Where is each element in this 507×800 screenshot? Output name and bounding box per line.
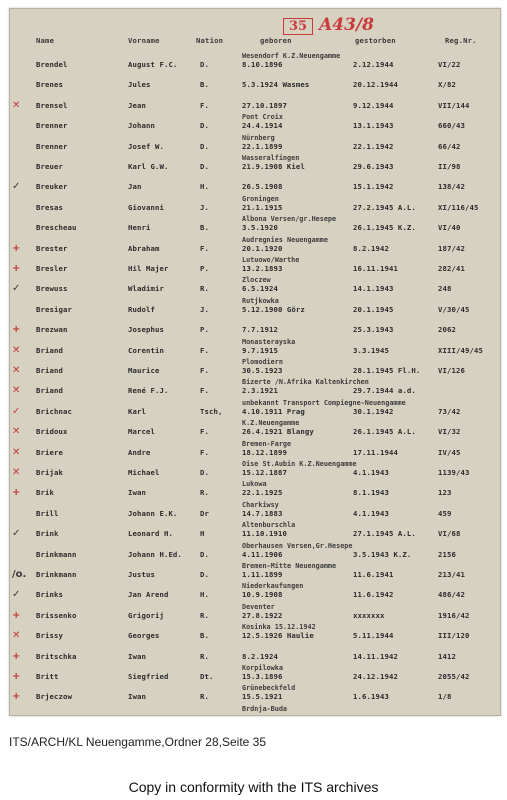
cell-regnr: X/82 — [438, 80, 456, 90]
cell-regnr: 1139/43 — [438, 468, 470, 477]
cell-gestorben: 11.6.1941 — [353, 570, 394, 579]
annotation-mark: + — [12, 242, 21, 254]
cell-geboren: 7.7.1912 — [242, 325, 278, 335]
cell-name: Bresler — [36, 264, 68, 273]
birthplace-deathplace-note: Audregnies Neuengamme — [242, 235, 328, 244]
cell-vorname: Johann E.K. — [128, 508, 178, 518]
cell-geboren: 13.2.1893 — [242, 264, 283, 273]
annotation-mark: ✕ — [12, 446, 21, 458]
birthplace-deathplace-note: Zloczew — [242, 276, 271, 285]
cell-gestorben: 28.1.1945 Fl.H. — [353, 366, 421, 375]
cell-vorname: Marcel — [128, 427, 155, 437]
birthplace-deathplace-note: Bremen-Mitte Neuengamme — [242, 562, 337, 570]
cell-geboren: 20.1.1920 — [242, 243, 283, 253]
cell-geboren: 1.11.1899 — [242, 570, 283, 579]
cell-vorname: Josef W. — [128, 141, 164, 151]
birthplace-deathplace-note: Niederkaufungen — [242, 582, 304, 591]
table-header — [10, 36, 500, 50]
cell-vorname: Hil Majer — [128, 264, 169, 273]
header-geboren: geboren — [260, 36, 292, 45]
cell-geboren: 10.9.1908 — [242, 590, 283, 600]
cell-nation: D. — [200, 162, 209, 171]
cell-regnr: 66/42 — [438, 141, 461, 151]
annotation-mark: + — [12, 487, 21, 499]
cell-vorname: Henri — [128, 223, 151, 233]
annotation-mark: ✓ — [12, 181, 21, 193]
cell-gestorben: 8.1.1943 — [353, 488, 389, 498]
cell-vorname: Jean — [128, 100, 146, 110]
archive-stamp — [283, 15, 374, 35]
cell-geboren: 12.5.1926 Haulie — [242, 631, 314, 641]
cell-regnr: 459 — [438, 508, 452, 518]
cell-regnr: 486/42 — [438, 590, 465, 600]
cell-gestorben: 30.1.1942 — [353, 406, 394, 416]
cell-geboren: 14.7.1883 — [242, 508, 283, 518]
cell-regnr: 1916/42 — [438, 610, 470, 620]
cell-vorname: Jan Arend — [128, 590, 169, 600]
cell-gestorben: 2.12.1944 — [353, 60, 394, 69]
cell-regnr: VI/22 — [438, 60, 461, 69]
cell-gestorben: 25.3.1943 — [353, 325, 394, 335]
stamp-file-number: A43/8 — [319, 15, 374, 35]
cell-vorname: Jan — [128, 182, 142, 192]
cell-vorname: Karl G.W. — [128, 162, 169, 171]
cell-geboren: 18.12.1899 — [242, 447, 287, 457]
cell-name: Brink — [36, 529, 59, 539]
cell-geboren: 8.10.1896 — [242, 60, 283, 69]
cell-nation: F. — [200, 345, 209, 355]
annotation-mark: ✓ — [12, 589, 21, 601]
birthplace-deathplace-note: Plomodiern — [242, 358, 283, 366]
birthplace-deathplace-note: Brdnja-Buda — [242, 704, 288, 713]
cell-vorname: Abraham — [128, 243, 160, 253]
cell-nation: B. — [200, 631, 209, 641]
cell-regnr: 660/43 — [438, 121, 465, 131]
cell-name: Brewuss — [36, 284, 68, 294]
cell-nation: H — [200, 529, 205, 539]
annotation-mark: ✕ — [12, 99, 21, 111]
cell-name: Brjeczow — [36, 692, 72, 702]
cell-name: Britt — [36, 672, 59, 681]
birthplace-deathplace-note: Grünebeckfeld — [242, 684, 296, 693]
cell-gestorben: 16.11.1941 — [353, 264, 398, 273]
cell-regnr: III/120 — [438, 631, 470, 641]
annotation-mark: + — [12, 609, 21, 621]
cell-gestorben: 20.12.1944 — [353, 80, 398, 90]
cell-regnr: 248 — [438, 284, 452, 294]
cell-regnr: IV/45 — [438, 447, 461, 457]
cell-regnr: 2062 — [438, 325, 456, 335]
cell-name: Brichnac — [36, 406, 72, 416]
cell-gestorben: 14.1.1943 — [353, 284, 394, 294]
cell-nation: R. — [200, 692, 209, 702]
cell-regnr: VI/68 — [438, 529, 461, 539]
cell-vorname: Leonard H. — [128, 529, 173, 539]
conformity-note: Copy in conformity with the ITS archives — [128, 779, 379, 795]
cell-regnr: 213/41 — [438, 570, 465, 579]
cell-regnr: XIII/49/45 — [438, 345, 483, 355]
header-gestorben: gestorben — [355, 36, 396, 45]
birthplace-deathplace-note: Lutuowo/Warthe — [242, 256, 300, 264]
cell-gestorben: 17.11.1944 — [353, 447, 398, 457]
cell-name: Brenes — [36, 80, 63, 90]
cell-geboren: 22.1.1925 — [242, 488, 283, 498]
annotation-mark: ✕ — [12, 385, 21, 397]
cell-vorname: Rudolf — [128, 304, 155, 314]
cell-vorname: Maurice — [128, 366, 160, 375]
birthplace-deathplace-note: Charkiwsy — [242, 500, 279, 509]
cell-name: Bridoux — [36, 427, 68, 437]
cell-nation: J. — [200, 202, 209, 212]
cell-name: Breuker — [36, 182, 68, 192]
cell-geboren: 15.5.1921 — [242, 692, 283, 702]
cell-nation: Dr — [200, 508, 209, 518]
birthplace-deathplace-note: Groningen — [242, 194, 279, 203]
cell-nation: R. — [200, 284, 209, 294]
header-regnr: Reg.Nr. — [445, 36, 477, 45]
cell-nation: F. — [200, 386, 209, 396]
cell-vorname: Johann H.Ed. — [128, 549, 182, 559]
cell-regnr: 2156 — [438, 549, 456, 559]
cell-geboren: 4.11.1906 — [242, 549, 283, 559]
annotation-mark: ✕ — [12, 426, 21, 438]
cell-nation: F. — [200, 366, 209, 375]
cell-geboren: 27.8.1922 — [242, 610, 283, 620]
cell-nation: P. — [200, 325, 209, 335]
cell-vorname: Iwan — [128, 488, 146, 498]
cell-name: Brester — [36, 243, 68, 253]
cell-regnr: 282/41 — [438, 264, 465, 273]
cell-nation: Tsch, — [200, 406, 223, 416]
birthplace-deathplace-note: Pont Croix — [242, 113, 283, 122]
cell-vorname: Siegfried — [128, 672, 169, 681]
cell-geboren: 24.4.1914 — [242, 121, 283, 131]
annotation-mark: /o. — [12, 569, 27, 580]
stamp-box-number: 35 — [283, 18, 313, 35]
cell-regnr: 73/42 — [438, 406, 461, 416]
cell-nation: D. — [200, 468, 209, 477]
cell-name: Brezwan — [36, 325, 68, 335]
cell-gestorben: 4.1.1943 — [353, 468, 389, 477]
birthplace-deathplace-note: Kosinka 15.12.1942 — [242, 623, 316, 632]
cell-regnr: 123 — [438, 488, 452, 498]
annotation-mark: + — [12, 671, 21, 682]
cell-regnr: VI/126 — [438, 366, 465, 375]
cell-name: Briere — [36, 447, 63, 457]
cell-name: Breuer — [36, 162, 63, 171]
cell-name: Briand — [36, 345, 63, 355]
cell-name: Brinks — [36, 590, 63, 600]
cell-geboren: 2.3.1921 — [242, 386, 278, 396]
cell-geboren: 5.3.1924 Wasmes — [242, 80, 310, 90]
annotation-mark: ✓ — [12, 283, 21, 295]
cell-name: Brik — [36, 488, 54, 498]
header-vorname: Vorname — [128, 36, 160, 45]
cell-vorname: Iwan — [128, 692, 146, 702]
cell-nation: B. — [200, 80, 209, 90]
cell-gestorben: 8.2.1942 — [353, 243, 389, 253]
cell-nation: P. — [200, 264, 209, 273]
cell-nation: H. — [200, 182, 209, 192]
annotation-mark: + — [12, 691, 21, 703]
cell-geboren: 4.10.1911 Prag — [242, 406, 305, 416]
birthplace-deathplace-note: Nürnberg — [242, 133, 275, 142]
annotation-mark: + — [12, 324, 21, 336]
birthplace-deathplace-note: Oberhausen Versen,Gr.Hesepe — [242, 541, 353, 550]
annotation-mark: ✕ — [12, 365, 21, 376]
cell-name: Brensel — [36, 100, 68, 110]
cell-geboren: 15.3.1896 — [242, 672, 283, 681]
cell-vorname: August F.C. — [128, 60, 178, 69]
cell-nation: D. — [200, 549, 209, 559]
cell-gestorben: 20.1.1945 — [353, 304, 394, 314]
cell-gestorben: 4.1.1943 — [353, 508, 389, 518]
cell-geboren: 5.12.1900 Görz — [242, 304, 305, 314]
cell-gestorben: 15.1.1942 — [353, 182, 394, 192]
cell-nation: D. — [200, 121, 209, 131]
cell-name: Brinkmann — [36, 570, 77, 579]
table-row — [10, 704, 500, 716]
annotation-mark: + — [12, 263, 21, 274]
archive-reference: ITS/ARCH/KL Neuengamme,Ordner 28,Seite 35 — [9, 735, 267, 749]
cell-nation: J. — [200, 304, 209, 314]
cell-vorname: Jules — [128, 80, 151, 90]
birthplace-deathplace-note: Bizerte /N.Afrika Kaltenkirchen — [242, 378, 369, 387]
cell-nation: D. — [200, 60, 209, 69]
cell-geboren: 26.4.1921 Blangy — [242, 427, 314, 437]
header-nation: Nation — [196, 36, 224, 45]
cell-gestorben: 11.6.1942 — [353, 590, 394, 600]
cell-name: Bresigar — [36, 304, 72, 314]
cell-gestorben: 24.12.1942 — [353, 672, 398, 681]
cell-regnr: VI/40 — [438, 223, 461, 233]
header-name: Name — [36, 36, 55, 45]
cell-gestorben: 27.2.1945 A.L. — [353, 202, 416, 212]
cell-geboren: 8.2.1924 — [242, 651, 278, 661]
birthplace-deathplace-note: Monasterayska — [242, 337, 296, 346]
cell-regnr: XI/116/45 — [438, 202, 479, 212]
annotation-mark: ✕ — [12, 344, 21, 356]
cell-name: Bresas — [36, 202, 63, 212]
cell-vorname: René F.J. — [128, 386, 169, 396]
cell-vorname: Corentin — [128, 345, 164, 355]
birthplace-deathplace-note: Altenburschla — [242, 521, 296, 530]
cell-gestorben: 13.1.1943 — [353, 121, 394, 131]
cell-name: Brijak — [36, 468, 63, 477]
cell-name: Brinkmann — [36, 549, 77, 559]
cell-nation: R. — [200, 488, 209, 498]
cell-geboren: 6.5.1924 — [242, 284, 278, 294]
cell-gestorben: 22.1.1942 — [353, 141, 394, 151]
birthplace-deathplace-note: Rutjkowka — [242, 296, 279, 305]
cell-vorname: Iwan — [128, 651, 146, 661]
cell-nation: F. — [200, 100, 209, 110]
cell-gestorben: 3.5.1943 K.Z. — [353, 549, 412, 559]
cell-name: Brenner — [36, 141, 68, 151]
cell-gestorben: 3.3.1945 — [353, 345, 389, 355]
cell-geboren: 3.5.1920 — [242, 223, 278, 233]
cell-vorname: Josephus — [128, 325, 164, 335]
cell-nation: F. — [200, 447, 209, 457]
archive-document-page — [9, 8, 501, 716]
cell-gestorben: 26.1.1945 K.Z. — [353, 223, 416, 233]
annotation-mark: ✓ — [12, 405, 21, 417]
birthplace-deathplace-note: Bremen-Farge — [242, 439, 292, 448]
cell-regnr: 2055/42 — [438, 672, 470, 681]
cell-vorname: Georges — [128, 631, 160, 641]
annotation-mark: ✓ — [12, 528, 21, 540]
cell-vorname: Justus — [128, 570, 155, 579]
cell-name: Briand — [36, 366, 63, 375]
cell-gestorben: 29.6.1943 — [353, 162, 394, 171]
cell-name: Brescheau — [36, 223, 77, 233]
annotation-mark: + — [12, 650, 21, 662]
cell-gestorben: 27.1.1945 A.L. — [353, 529, 416, 539]
cell-gestorben: 9.12.1944 — [353, 100, 394, 110]
cell-regnr: 1/8 — [438, 692, 452, 702]
cell-gestorben: 14.11.1942 — [353, 651, 398, 661]
cell-nation: Dt. — [200, 672, 214, 681]
birthplace-deathplace-note: Wasseralfingen — [242, 154, 300, 162]
cell-geboren: 30.5.1923 — [242, 366, 283, 375]
cell-geboren: 21.9.1908 Kiel — [242, 162, 305, 171]
cell-vorname: Giovanni — [128, 202, 164, 212]
cell-vorname: Karl — [128, 406, 146, 416]
cell-name: Brill — [36, 508, 59, 518]
cell-name: Brissenko — [36, 610, 77, 620]
cell-geboren: 26.5.1908 — [242, 182, 283, 192]
birthplace-deathplace-note: Oise St.Aubin K.Z.Neuengamme — [242, 460, 357, 468]
cell-regnr: VI/32 — [438, 427, 461, 437]
cell-gestorben: 5.11.1944 — [353, 631, 394, 641]
cell-geboren: 27.10.1897 — [242, 100, 287, 110]
cell-vorname: Andre — [128, 447, 151, 457]
cell-geboren: 9.7.1915 — [242, 345, 278, 355]
cell-nation: D. — [200, 570, 209, 579]
cell-geboren: 22.1.1899 — [242, 141, 283, 151]
cell-geboren: 11.10.1910 — [242, 529, 287, 539]
cell-gestorben: 1.6.1943 — [353, 692, 389, 702]
cell-gestorben: 29.7.1944 a.d. — [353, 386, 416, 396]
cell-nation: D. — [200, 141, 209, 151]
annotation-mark: ✕ — [12, 467, 21, 478]
cell-name: Britschka — [36, 651, 77, 661]
cell-vorname: Johann — [128, 121, 155, 131]
cell-name: Brissy — [36, 631, 63, 641]
birthplace-deathplace-note: Deventer — [242, 602, 275, 611]
cell-name: Brenner — [36, 121, 68, 131]
cell-regnr: 187/42 — [438, 243, 465, 253]
cell-name: Briand — [36, 386, 63, 396]
birthplace-deathplace-note: Lukowa — [242, 480, 267, 489]
cell-geboren: 15.12.1887 — [242, 468, 287, 477]
cell-gestorben: 26.1.1945 A.L. — [353, 427, 416, 437]
birthplace-deathplace-note: Korpilowka — [242, 664, 283, 672]
birthplace-deathplace-note: Albona Versen/gr.Hesepe — [242, 215, 337, 224]
cell-nation: R. — [200, 651, 209, 661]
cell-nation: R. — [200, 610, 209, 620]
birthplace-deathplace-note: unbekannt Transport Compiegne-Neuengamme — [242, 398, 406, 407]
cell-vorname: Michael — [128, 468, 160, 477]
cell-regnr: V/30/45 — [438, 304, 470, 314]
cell-nation: B. — [200, 223, 209, 233]
cell-nation: H. — [200, 590, 209, 600]
cell-regnr: 1412 — [438, 651, 456, 661]
birthplace-deathplace-note: Wesendorf K.Z.Neuengamme — [242, 52, 341, 60]
cell-regnr: 138/42 — [438, 182, 465, 192]
cell-regnr: VII/144 — [438, 100, 470, 110]
cell-name: Brendel — [36, 60, 68, 69]
cell-nation: F. — [200, 427, 209, 437]
cell-regnr: II/98 — [438, 162, 461, 171]
annotation-mark: ✕ — [12, 630, 21, 642]
birthplace-deathplace-note: K.Z.Neuengamme — [242, 419, 300, 428]
cell-nation: F. — [200, 243, 209, 253]
cell-vorname: Wladimir — [128, 284, 164, 294]
cell-geboren: 21.1.1915 — [242, 202, 283, 212]
cell-gestorben: xxxxxxx — [353, 610, 385, 620]
cell-vorname: Grigorij — [128, 610, 164, 620]
